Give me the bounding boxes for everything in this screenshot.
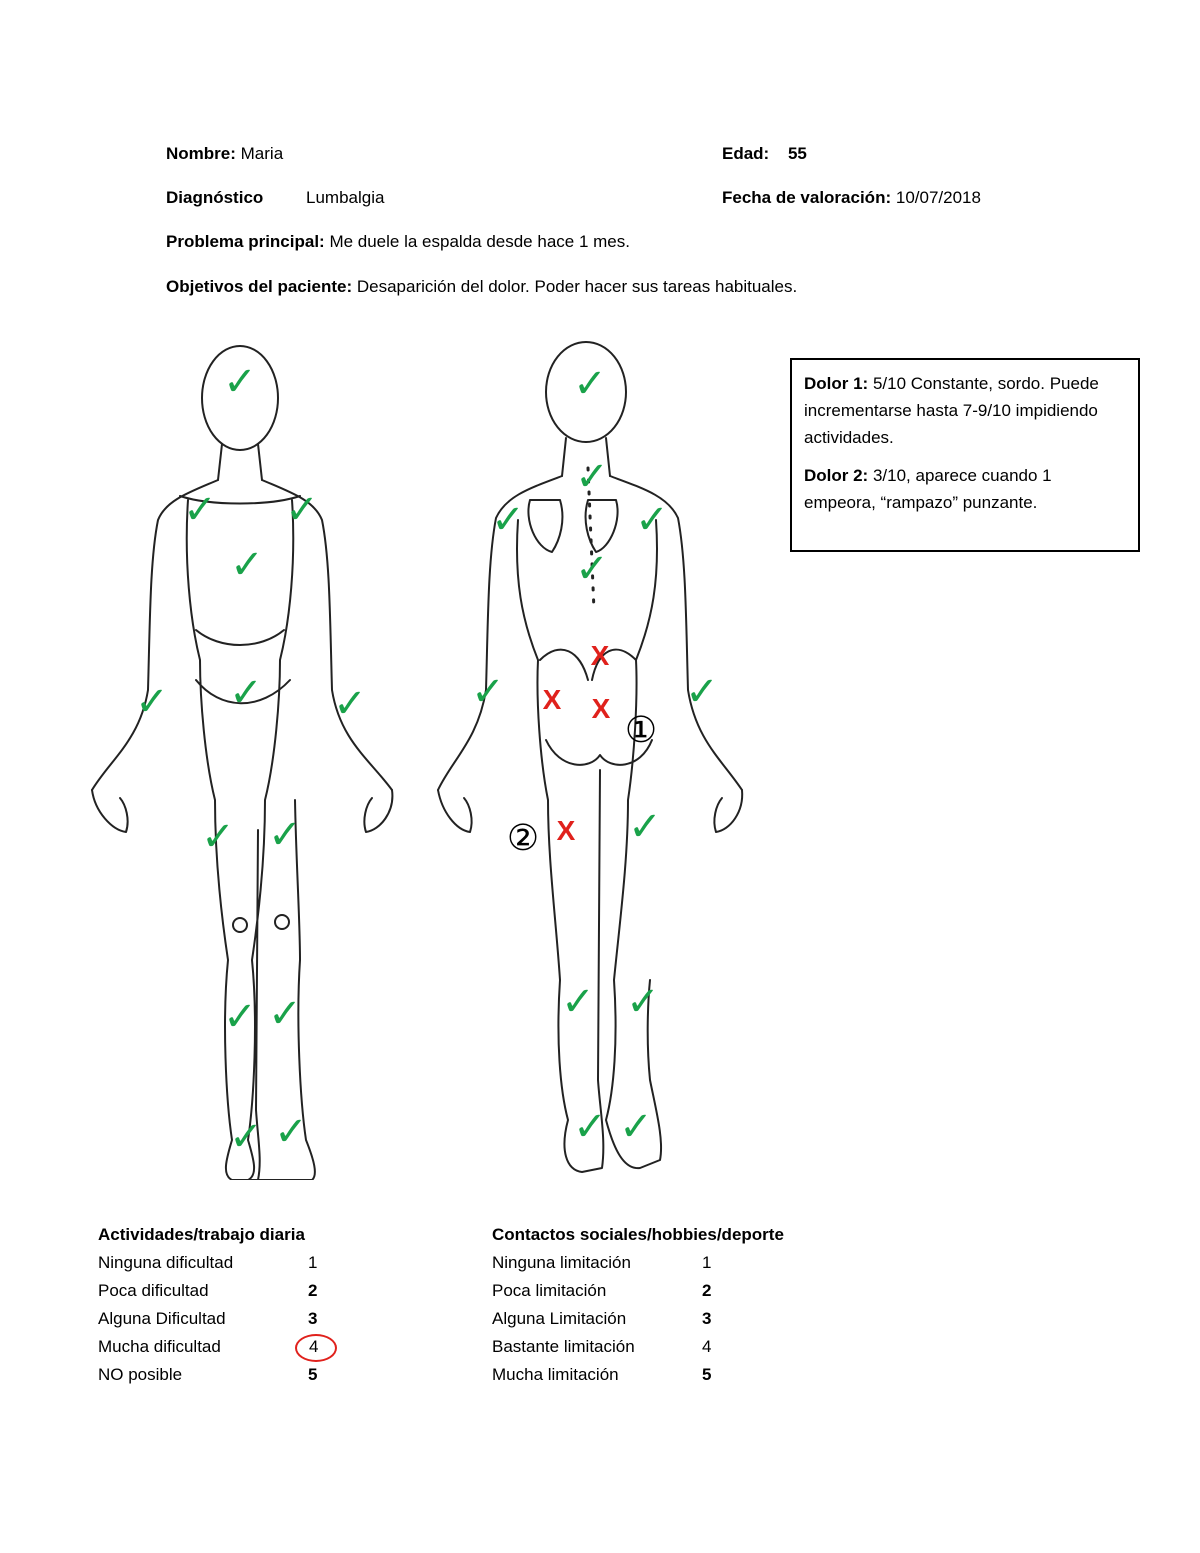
pain-1-description	[804, 370, 1126, 451]
activities-item-value: 1	[308, 1253, 318, 1272]
pain-mark-sacral: X	[591, 693, 611, 724]
body-chart	[0, 330, 800, 1180]
check-front-chest: ✓	[230, 542, 264, 588]
social-item-label: Bastante limitación	[492, 1337, 635, 1356]
check-back-calf-right: ✓	[626, 979, 660, 1025]
social-item-value: 1	[702, 1253, 712, 1272]
name-value: Maria	[240, 144, 284, 163]
check-front-shoulder-right: ✓	[285, 487, 319, 533]
front-knee-left	[233, 918, 247, 932]
front-ribcage	[196, 630, 284, 645]
social-item	[492, 1361, 832, 1389]
back-scapula-right	[586, 500, 618, 552]
social-item	[492, 1277, 832, 1305]
activities-scale	[98, 1221, 398, 1389]
pain-description-box	[790, 358, 1140, 552]
goals-row	[166, 276, 797, 298]
diagnosis-value: Lumbalgia	[306, 188, 385, 207]
pain-mark-lumbar: X	[590, 640, 610, 671]
social-scale	[492, 1221, 832, 1389]
check-front-arm-left: ✓	[135, 679, 169, 725]
problem-label: Problema principal:	[166, 232, 325, 251]
check-front-thigh-left: ✓	[201, 814, 235, 860]
social-title: Contactos sociales/hobbies/deporte	[492, 1225, 784, 1244]
date-label: Fecha de valoración:	[722, 188, 892, 207]
activities-item-label: Poca dificultad	[98, 1281, 209, 1300]
check-front-shin-right: ✓	[268, 991, 302, 1037]
age-value: 55	[787, 144, 807, 163]
goals-label: Objetivos del paciente:	[166, 277, 353, 296]
check-back-upper-spine: ✓	[575, 546, 609, 592]
check-front-foot-left: ✓	[229, 1114, 263, 1160]
check-front-foot-right: ✓	[274, 1109, 308, 1155]
pain-2-description	[804, 462, 1126, 516]
check-back-calf-left: ✓	[561, 979, 595, 1025]
back-hand-right	[714, 790, 742, 832]
front-hand-right	[364, 790, 392, 832]
activities-item	[98, 1305, 398, 1333]
front-hand-left	[92, 790, 128, 832]
pain-area-marker-2: ②	[506, 818, 540, 859]
check-back-foot-left: ✓	[573, 1104, 607, 1150]
check-back-shoulder-right: ✓	[635, 497, 669, 543]
activities-item-value: 3	[308, 1309, 318, 1328]
check-front-shoulder-left: ✓	[183, 487, 217, 533]
activities-item-label: Mucha dificultad	[98, 1337, 221, 1356]
pain-area-marker-1: ①	[624, 710, 658, 751]
check-back-shoulder-left: ✓	[491, 497, 525, 543]
social-item-value: 5	[702, 1365, 712, 1384]
activities-item-label: Ninguna dificultad	[98, 1253, 234, 1272]
check-back-head: ✓	[573, 361, 607, 407]
social-item	[492, 1305, 832, 1333]
social-item-value: 3	[702, 1309, 712, 1328]
check-marks	[135, 359, 719, 1160]
check-front-head: ✓	[223, 359, 257, 405]
activities-item-label: NO posible	[98, 1365, 183, 1384]
activities-item-value: 4	[309, 1337, 319, 1356]
social-item-value: 4	[702, 1337, 712, 1356]
date-row	[722, 187, 981, 209]
back-scapula-left	[528, 500, 562, 552]
social-item	[492, 1249, 832, 1277]
check-back-foot-right: ✓	[619, 1104, 653, 1150]
back-hand-left	[438, 790, 472, 832]
check-back-arm-right: ✓	[685, 669, 719, 715]
problem-value: Me duele la espalda desde hace 1 mes.	[329, 232, 630, 251]
diagnosis-label: Diagnóstico	[166, 188, 264, 207]
check-front-thigh-right: ✓	[268, 812, 302, 858]
activities-item-selected	[98, 1333, 398, 1361]
social-item-label: Mucha limitación	[492, 1365, 619, 1384]
activities-item	[98, 1361, 398, 1389]
social-item-label: Ninguna limitación	[492, 1253, 631, 1272]
date-value: 10/07/2018	[895, 188, 981, 207]
age-row	[722, 143, 807, 165]
activities-item	[98, 1277, 398, 1305]
activities-item-value: 2	[308, 1281, 318, 1300]
social-item	[492, 1333, 832, 1361]
activities-item-value: 5	[308, 1365, 318, 1384]
check-front-arm-right: ✓	[333, 681, 367, 727]
problem-row	[166, 231, 630, 253]
social-item-value: 2	[702, 1281, 712, 1300]
activities-title: Actividades/trabajo diaria	[98, 1225, 305, 1244]
check-back-thigh-right: ✓	[628, 804, 662, 850]
pain-2-label: Dolor 2:	[804, 466, 869, 485]
name-row	[166, 143, 283, 165]
pain-1-label: Dolor 1:	[804, 374, 869, 393]
pain-1-text: 5/10 Constante, sordo. Puede incrementarse hasta 7-9/10 impidiendo actividades.	[804, 374, 1099, 447]
pain-2-text: 3/10, aparece cuando 1 empeora, “rampazo” punzante.	[804, 466, 1052, 512]
goals-value: Desaparición del dolor. Poder hacer sus tareas habituales.	[356, 277, 798, 296]
social-item-label: Alguna Limitación	[492, 1309, 627, 1328]
front-knee-right	[275, 915, 289, 929]
check-front-abdomen: ✓	[229, 670, 263, 716]
pain-mark-gluteal-left: X	[542, 684, 562, 715]
activities-item-label: Alguna Dificultad	[98, 1309, 226, 1328]
check-front-shin-left: ✓	[223, 994, 257, 1040]
activities-item	[98, 1249, 398, 1277]
front-body-figure	[92, 346, 392, 1180]
check-back-neck: ✓	[575, 454, 609, 500]
name-label: Nombre:	[166, 144, 236, 163]
back-pelvis	[540, 650, 636, 680]
check-back-arm-left: ✓	[471, 669, 505, 715]
diagnosis-value-wrap	[306, 187, 384, 209]
social-item-label: Poca limitación	[492, 1281, 607, 1300]
age-label: Edad:	[722, 144, 770, 163]
diagnosis-row	[166, 187, 263, 209]
pain-mark-thigh: X	[556, 815, 576, 846]
